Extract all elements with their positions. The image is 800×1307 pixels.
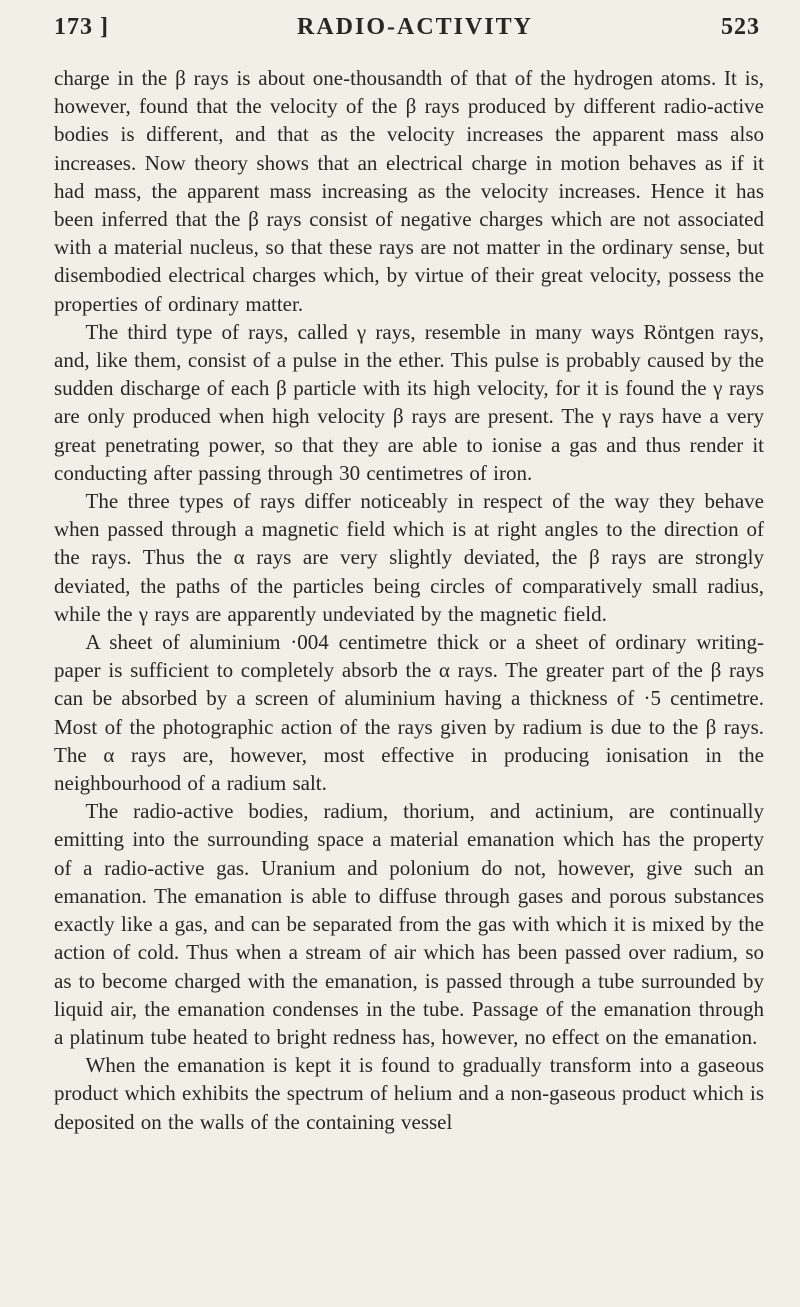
paragraph: The radio-active bodies, radium, thorium, and actinium, are continually emitting into the surrounding space a material emanation which has the property of a radio-active gas. Uranium and polonium do not, however, give such an emanation. The emanation is able to diffuse through gases and porous substances exactly like a gas, and can be separated from the gas with which it is mixed by the action of cold. Thus when a stream of air which has been passed over radium, so as to become charged with the emanation, is passed through a tube surrounded by liquid air, the emanation condenses in the tube. Passage of the emanation through a platinum tube heated to bright redness has, however, no effect on the emanation.	[54, 799, 764, 1049]
paragraph: A sheet of aluminium ·004 centimetre thick or a sheet of ordinary writing-paper is sufficient to completely absorb the α rays. The greater part of the β rays can be absorbed by a screen of aluminium having a thickness of ·5 centimetre. Most of the photographic action of the rays given by radium is due to the β rays. The α rays are, however, most effective in producing ionisation in the neighbourhood of a radium salt.	[54, 630, 764, 796]
running-title: RADIO-ACTIVITY	[296, 14, 534, 40]
section-number: 173 ]	[54, 14, 109, 40]
paragraph: When the emanation is kept it is found to gradually transform into a gaseous product which exhibits the spectrum of helium and a non-gaseous product which is deposited on the walls of the containing vessel	[54, 1053, 764, 1134]
body-text	[54, 64, 764, 1136]
paragraph: The third type of rays, called γ rays, resemble in many ways Röntgen rays, and, like them, consist of a pulse in the ether. This pulse is probably caused by the sudden discharge of each β particle with its high velocity, for it is found the γ rays are only produced when high velocity β rays are present. The γ rays have a very great penetrating power, so that they are able to ionise a gas and thus render it conducting after passing through 30 centimetres of iron.	[54, 319, 764, 485]
paragraph: charge in the β rays is about one-thousandth of that of the hydrogen atoms. It is, however, found that the velocity of the β rays produced by different radio-active bodies is different, and that as the velocity increases the apparent mass also increases. Now theory shows that an electrical charge in motion behaves as if it had mass, the apparent mass increasing as the velocity increases. Hence it has been inferred that the β rays consist of negative charges which are not associated with a material nucleus, so that these rays are not matter in the ordinary sense, but disembodied electrical charges which, by virtue of their great velocity, possess the properties of ordinary matter.	[54, 66, 764, 316]
page-number: 523	[721, 14, 760, 40]
running-header	[54, 14, 764, 58]
paragraph: The three types of rays differ noticeably in respect of the way they behave when passed through a magnetic field which is at right angles to the direction of the rays. Thus the α rays are very slightly deviated, the β rays are strongly deviated, the paths of the particles being circles of comparatively small radius, while the γ rays are apparently undeviated by the magnetic field.	[54, 489, 764, 626]
